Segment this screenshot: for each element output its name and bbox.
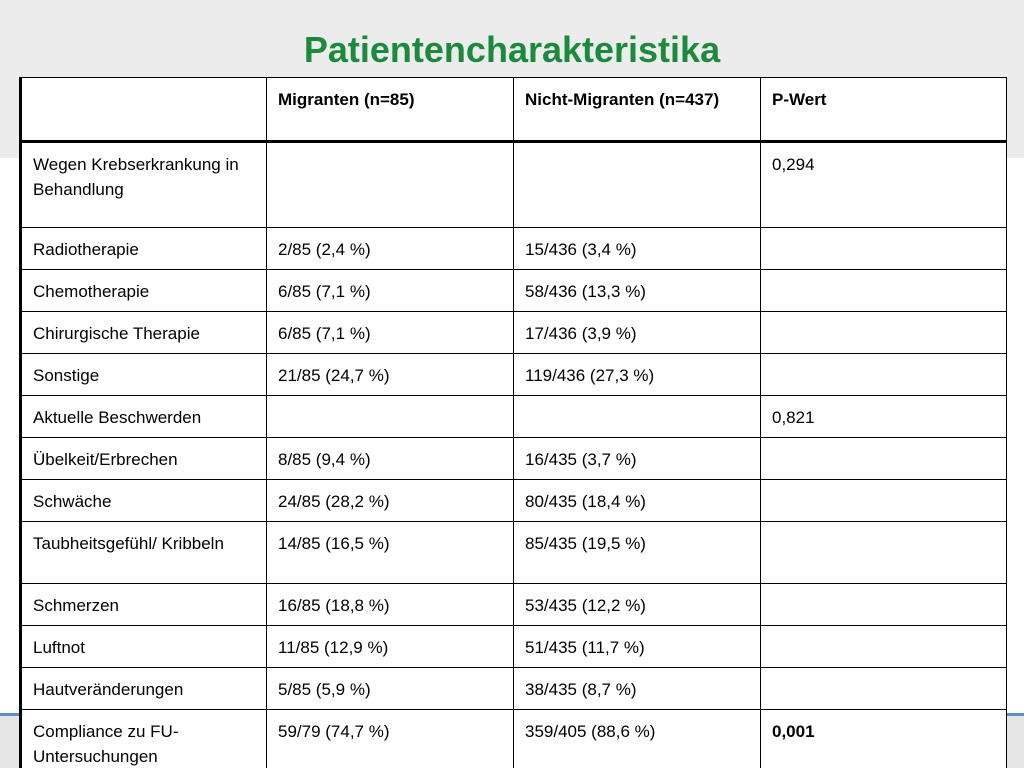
row-label: Chemotherapie: [21, 270, 267, 312]
migranten-cell: 14/85 (16,5 %): [267, 522, 514, 584]
row-label: Übelkeit/Erbrechen: [21, 438, 267, 480]
nicht-migranten-cell: 15/436 (3,4 %): [514, 228, 761, 270]
migranten-cell: [267, 142, 514, 228]
p-wert-cell: 0,821: [761, 396, 1007, 438]
table-row: [21, 710, 1007, 768]
table-header-row: [21, 78, 1007, 142]
row-label: Wegen Krebserkrankung in Behandlung: [21, 142, 267, 228]
table-row: [21, 522, 1007, 584]
table-row: [21, 668, 1007, 710]
p-wert-cell: [761, 668, 1007, 710]
header-cell-p-wert: P-Wert: [761, 78, 1007, 142]
row-label: Chirurgische Therapie: [21, 312, 267, 354]
row-label: Schmerzen: [21, 584, 267, 626]
table-row: [21, 626, 1007, 668]
migranten-cell: 11/85 (12,9 %): [267, 626, 514, 668]
row-label: Compliance zu FU-Untersuchungen: [21, 710, 267, 768]
p-wert-cell: [761, 626, 1007, 668]
p-wert-cell: [761, 312, 1007, 354]
p-wert-cell: [761, 584, 1007, 626]
nicht-migranten-cell: 359/405 (88,6 %): [514, 710, 761, 768]
header-cell-nicht-migranten: Nicht-Migranten (n=437): [514, 78, 761, 142]
table-row: [21, 480, 1007, 522]
row-label: Radiotherapie: [21, 228, 267, 270]
header-cell-migranten: Migranten (n=85): [267, 78, 514, 142]
header-cell-empty: [21, 78, 267, 142]
migranten-cell: 6/85 (7,1 %): [267, 312, 514, 354]
nicht-migranten-cell: 53/435 (12,2 %): [514, 584, 761, 626]
p-wert-cell-significant: 0,001: [761, 710, 1007, 768]
slide-title: Patientencharakteristika: [303, 29, 721, 70]
row-label: Aktuelle Beschwerden: [21, 396, 267, 438]
p-wert-cell: [761, 522, 1007, 584]
nicht-migranten-cell: 80/435 (18,4 %): [514, 480, 761, 522]
p-wert-cell: 0,294: [761, 142, 1007, 228]
table-row: [21, 396, 1007, 438]
migranten-cell: 2/85 (2,4 %): [267, 228, 514, 270]
table-row: [21, 354, 1007, 396]
migranten-cell: 6/85 (7,1 %): [267, 270, 514, 312]
row-label: Hautveränderungen: [21, 668, 267, 710]
nicht-migranten-cell: [514, 396, 761, 438]
table-row: [21, 270, 1007, 312]
p-wert-cell: [761, 228, 1007, 270]
migranten-cell: 5/85 (5,9 %): [267, 668, 514, 710]
p-wert-cell: [761, 480, 1007, 522]
p-wert-cell: [761, 438, 1007, 480]
migranten-cell: 8/85 (9,4 %): [267, 438, 514, 480]
migranten-cell: 59/79 (74,7 %): [267, 710, 514, 768]
migranten-cell: 16/85 (18,8 %): [267, 584, 514, 626]
nicht-migranten-cell: 38/435 (8,7 %): [514, 668, 761, 710]
table-row: [21, 228, 1007, 270]
row-label: Taubheitsgefühl/ Kribbeln: [21, 522, 267, 584]
row-label: Schwäche: [21, 480, 267, 522]
migranten-cell: 24/85 (28,2 %): [267, 480, 514, 522]
migranten-cell: [267, 396, 514, 438]
nicht-migranten-cell: 119/436 (27,3 %): [514, 354, 761, 396]
patient-characteristics-table: [19, 77, 1007, 768]
table-row: [21, 584, 1007, 626]
nicht-migranten-cell: 85/435 (19,5 %): [514, 522, 761, 584]
row-label: Sonstige: [21, 354, 267, 396]
table-row: [21, 142, 1007, 228]
nicht-migranten-cell: 17/436 (3,9 %): [514, 312, 761, 354]
nicht-migranten-cell: [514, 142, 761, 228]
table-row: [21, 312, 1007, 354]
row-label: Luftnot: [21, 626, 267, 668]
table-row: [21, 438, 1007, 480]
migranten-cell: 21/85 (24,7 %): [267, 354, 514, 396]
nicht-migranten-cell: 51/435 (11,7 %): [514, 626, 761, 668]
nicht-migranten-cell: 16/435 (3,7 %): [514, 438, 761, 480]
p-wert-cell: [761, 354, 1007, 396]
p-wert-cell: [761, 270, 1007, 312]
nicht-migranten-cell: 58/436 (13,3 %): [514, 270, 761, 312]
